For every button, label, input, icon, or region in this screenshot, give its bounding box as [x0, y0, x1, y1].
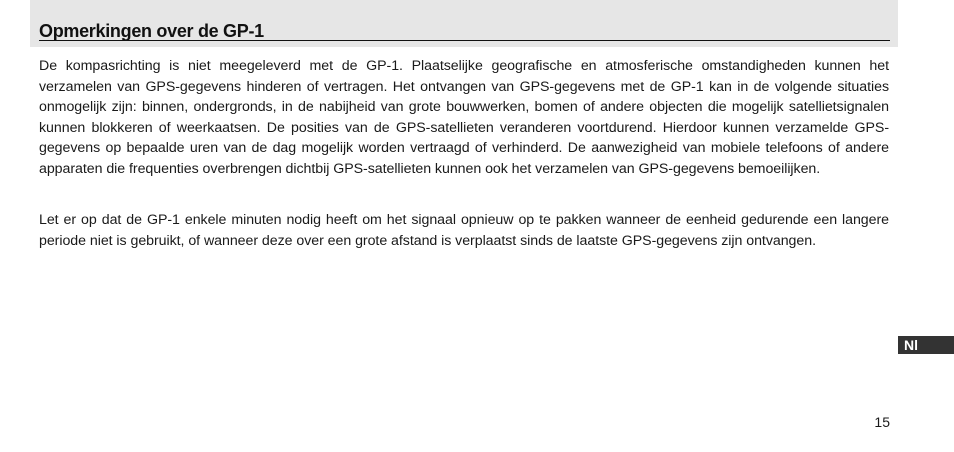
- page-number: 15: [874, 414, 890, 430]
- paragraph-signal-reacquire: Let er op dat de GP-1 enkele minuten nodig heeft om het signaal opnieuw op te pakken wanneer de eenheid gedurende een langere periode niet is gebruikt, of wanneer deze over een grote afstand is verplaatst sinds de laatste GPS-gegevens zijn ontvangen.: [39, 212, 889, 249]
- paragraph-compass-note: De kompasrichting is niet meegeleverd met de GP-1. Plaatselijke geografische en atmosferische omstandigheden kunnen het verzamelen van GPS-gegevens hinderen of vertragen. Het ontvangen van GPS-gegevens met de GP-1 kan in de volgende situaties onmogelijk zijn: binnen, ondergronds, in de nabijheid van grote bouwwerken, bomen of andere objecten die mogelijk satellietsignalen kunnen blokkeren of weerkaatsen. De posities van de GPS-satellieten veranderen voortdurend. Hierdoor kunnen verzamelde GPS-gegevens op bepaalde uren van de dag mogelijk worden vertraagd of verhinderd. De aanwezigheid van mobiele telefoons of andere apparaten die frequenties overbrengen dichtbij GPS-satellieten kunnen ook het verzamelen van GPS-gegevens bemoeilijken.: [39, 58, 889, 177]
- section-title-underline: [39, 40, 890, 41]
- section-title: Opmerkingen over de GP-1: [39, 21, 264, 41]
- language-tab: Nl: [898, 336, 954, 354]
